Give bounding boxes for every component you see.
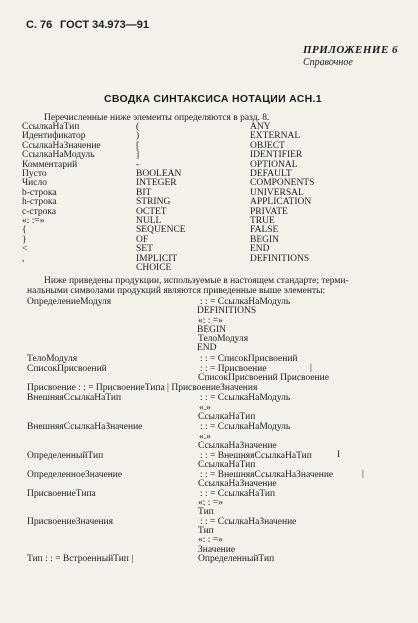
grammar-line: BEGIN bbox=[197, 325, 227, 335]
productions-intro-line-2: нальными символами продукций являются приведенные выше элементы: bbox=[27, 286, 326, 296]
grammar-line: Тип bbox=[198, 526, 214, 536]
element-item: ) bbox=[136, 131, 140, 142]
element-item: OCTET bbox=[136, 206, 167, 217]
element-item: ANY bbox=[250, 122, 271, 132]
grammar-line: : : = СсылкаНаМодуль bbox=[200, 393, 291, 403]
grammar-line: «.» bbox=[199, 403, 211, 413]
grammar-line: «: : =» bbox=[198, 535, 223, 545]
element-item: OBJECT bbox=[250, 140, 285, 151]
grammar-line: ВнешняяСсылкаНаЗначение bbox=[27, 422, 143, 432]
grammar-line: : : = СписокПрисвоений bbox=[200, 354, 298, 364]
grammar-line: DEFINITIONS bbox=[197, 306, 257, 316]
grammar-line: ОпределенныйТип bbox=[198, 554, 275, 564]
element-item: UNIVERSAL bbox=[250, 187, 304, 198]
grammar-line: СсылкаНаЗначение bbox=[198, 479, 277, 489]
appendix-type: Справочное bbox=[303, 57, 353, 68]
grammar-line: «: : =» bbox=[198, 498, 223, 508]
grammar-line: : : = ВнешняяСсылкаНаЗначение bbox=[200, 470, 334, 480]
element-item: СсылкаНаТип bbox=[22, 122, 80, 132]
grammar-line: «.» bbox=[199, 432, 211, 442]
grammar-line: СсылкаНаЗначение bbox=[198, 441, 277, 451]
grammar-line: I bbox=[337, 450, 341, 460]
grammar-line: Значение bbox=[198, 545, 236, 555]
grammar-line: : : = ВнешняяСсылкаНаТип bbox=[200, 451, 312, 461]
grammar-line: ОпределенныйТип bbox=[27, 451, 104, 461]
element-item: } bbox=[22, 234, 27, 245]
element-item: BEGIN bbox=[250, 234, 280, 245]
grammar-line: Присвоение : : = ПрисвоениеТипа | ПрисвоениеЗначения bbox=[27, 383, 258, 393]
grammar-line: СсылкаНаТип bbox=[198, 460, 256, 470]
grammar-line: : : = СсылкаНаМодуль bbox=[200, 297, 291, 307]
element-item: Пусто bbox=[22, 169, 47, 180]
page-title: СВОДКА СИНТАКСИСА НОТАЦИИ АСН.1 bbox=[104, 93, 322, 105]
element-item: DEFAULT bbox=[250, 169, 292, 180]
grammar-line: «: : =» bbox=[198, 316, 223, 326]
element-item: СсылкаНаЗначение bbox=[22, 140, 101, 151]
element-item: [ bbox=[136, 140, 140, 151]
grammar-line: ТелоМодуля bbox=[27, 354, 78, 364]
element-item: b-строка bbox=[22, 187, 57, 198]
grammar-line: | bbox=[362, 469, 364, 479]
element-item: «: :=» bbox=[22, 216, 45, 227]
grammar-line: END bbox=[197, 343, 217, 353]
element-item: IMPLICIT bbox=[136, 253, 178, 264]
element-item: PRIVATE bbox=[250, 206, 288, 217]
element-item: Число bbox=[22, 178, 47, 189]
grammar-line: СписокПрисвоений Присвоение bbox=[198, 373, 329, 383]
element-item: CHOICE bbox=[136, 263, 172, 274]
grammar-line: СсылкаНаТип bbox=[198, 412, 256, 422]
element-item: NULL bbox=[136, 216, 162, 227]
grammar-line: : : = Присвоение bbox=[200, 364, 267, 374]
intro-text: Перечисленные ниже элементы определяются в разд. 8. bbox=[44, 113, 270, 123]
element-item: END bbox=[250, 244, 270, 255]
element-item: { bbox=[22, 225, 27, 236]
element-item: Комментарий bbox=[22, 159, 78, 170]
productions-intro-line-1: Ниже приведены продукции, используемые в настоящем стандарте; терми- bbox=[44, 276, 349, 286]
element-item: COMPONENTS bbox=[250, 178, 315, 189]
grammar-line: : : = СсылкаНаМодуль bbox=[200, 422, 291, 432]
element-item: ] bbox=[136, 150, 140, 161]
grammar-line: СписокПрисвоений bbox=[27, 364, 107, 374]
page-number: С. 76 bbox=[26, 19, 53, 31]
element-item: SET bbox=[136, 244, 153, 255]
grammar-line: ПрисвоениеТипа bbox=[27, 489, 96, 499]
element-item: OPTIONAL bbox=[250, 159, 298, 170]
element-item: < bbox=[22, 244, 28, 255]
element-item: h-строка bbox=[22, 197, 57, 208]
element-item: INTEGER bbox=[136, 178, 177, 189]
grammar-line: Тип bbox=[198, 507, 214, 517]
grammar-line: ПрисвоениеЗначения bbox=[27, 517, 114, 527]
element-item: , bbox=[22, 253, 25, 264]
grammar-line: | bbox=[310, 363, 312, 373]
grammar-line: ОпределенноеЗначение bbox=[27, 470, 123, 480]
standard-number: ГОСТ 34.973—91 bbox=[60, 19, 149, 31]
element-item: BOOLEAN bbox=[136, 169, 182, 180]
element-item: IDENTIFIER bbox=[250, 150, 303, 161]
element-item: EXTERNAL bbox=[250, 131, 301, 142]
grammar-line: Тип : : = ВстроенныйТип | bbox=[27, 554, 134, 564]
grammar-line: ВнешняяСсылкаНаТип bbox=[27, 393, 122, 403]
element-item: c-строка bbox=[22, 206, 57, 217]
element-item: СсылкаНаМодуль bbox=[22, 150, 95, 161]
element-item: - bbox=[136, 159, 140, 170]
grammar-line: ТелоМодуля bbox=[198, 334, 249, 344]
element-item: APPLICATION bbox=[250, 197, 312, 208]
element-item: OF bbox=[136, 234, 149, 245]
element-item: Идентификатор bbox=[22, 131, 86, 142]
element-item: SEQUENCE bbox=[136, 225, 186, 236]
grammar-line: : : = СсылкаНаЗначение bbox=[200, 517, 297, 527]
elements-column-2 bbox=[136, 123, 186, 274]
grammar-line: ОпределениеМодуля bbox=[27, 297, 112, 307]
grammar-line: : : = СсылкаНаТип bbox=[200, 489, 276, 499]
elements-column-1 bbox=[22, 123, 101, 264]
element-item: ( bbox=[136, 122, 140, 132]
element-item: DEFINITIONS bbox=[250, 253, 310, 264]
appendix-label: ПРИЛОЖЕНИЕ 6 bbox=[303, 44, 399, 56]
element-item: STRING bbox=[136, 197, 171, 208]
element-item: FALSE bbox=[250, 225, 279, 236]
elements-column-3 bbox=[250, 123, 314, 264]
element-item: BIT bbox=[136, 187, 152, 198]
element-item: TRUE bbox=[250, 216, 275, 227]
